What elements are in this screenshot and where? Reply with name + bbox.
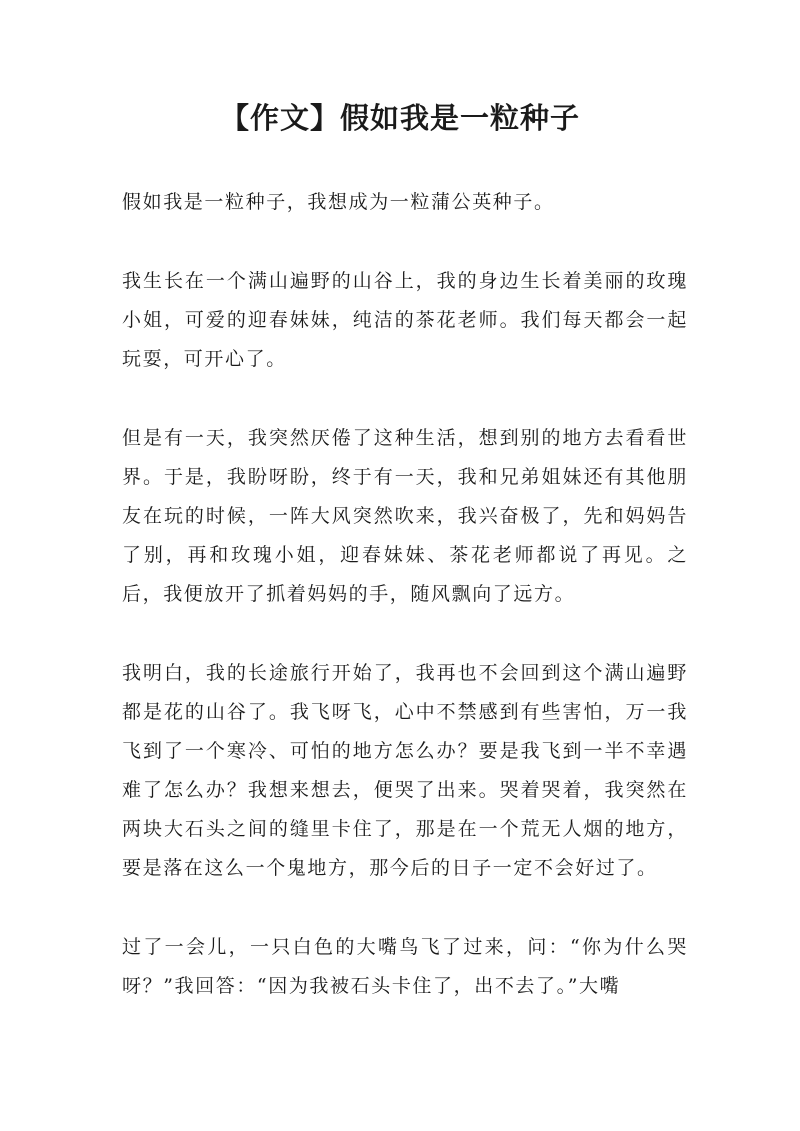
paragraph-2: 我生长在一个满山遍野的山谷上，我的身边生长着美丽的玫瑰小姐，可爱的迎春妹妹，纯洁的茶花老师。我们每天都会一起玩耍，可开心了。: [122, 270, 688, 370]
paragraph-4: 我明白，我的长途旅行开始了，我再也不会回到这个满山遍野都是花的山谷了。我飞呀飞，心中不禁感到有些害怕，万一我飞到了一个寒冷、可怕的地方怎么办？要是我飞到一半不幸遇难了怎么办？我想来想去，便哭了出来。哭着哭着，我突然在两块大石头之间的缝里卡住了，那是在一个荒无人烟的地方，要是落在这么一个鬼地方，那今后的日子一定不会好过了。: [122, 662, 688, 879]
paragraph-3: 但是有一天，我突然厌倦了这种生活，想到别的地方去看看世界。于是，我盼呀盼，终于有一天，我和兄弟姐妹还有其他朋友在玩的时候，一阵大风突然吹来，我兴奋极了，先和妈妈告了别，再和玫瑰小姐，迎春妹妹、茶花老师都说了再见。之后，我便放开了抓着妈妈的手，随风飘向了远方。: [122, 427, 688, 605]
document-body: [122, 183, 688, 1046]
paragraph-1: 假如我是一粒种子，我想成为一粒蒲公英种子。: [122, 191, 555, 213]
document-title: 【作文】假如我是一粒种子: [219, 101, 580, 135]
paragraph-5: 过了一会儿，一只白色的大嘴鸟飞了过来，问：“你为什么哭呀？”我回答：“因为我被石头卡住了，出不去了。”大嘴: [122, 936, 688, 997]
